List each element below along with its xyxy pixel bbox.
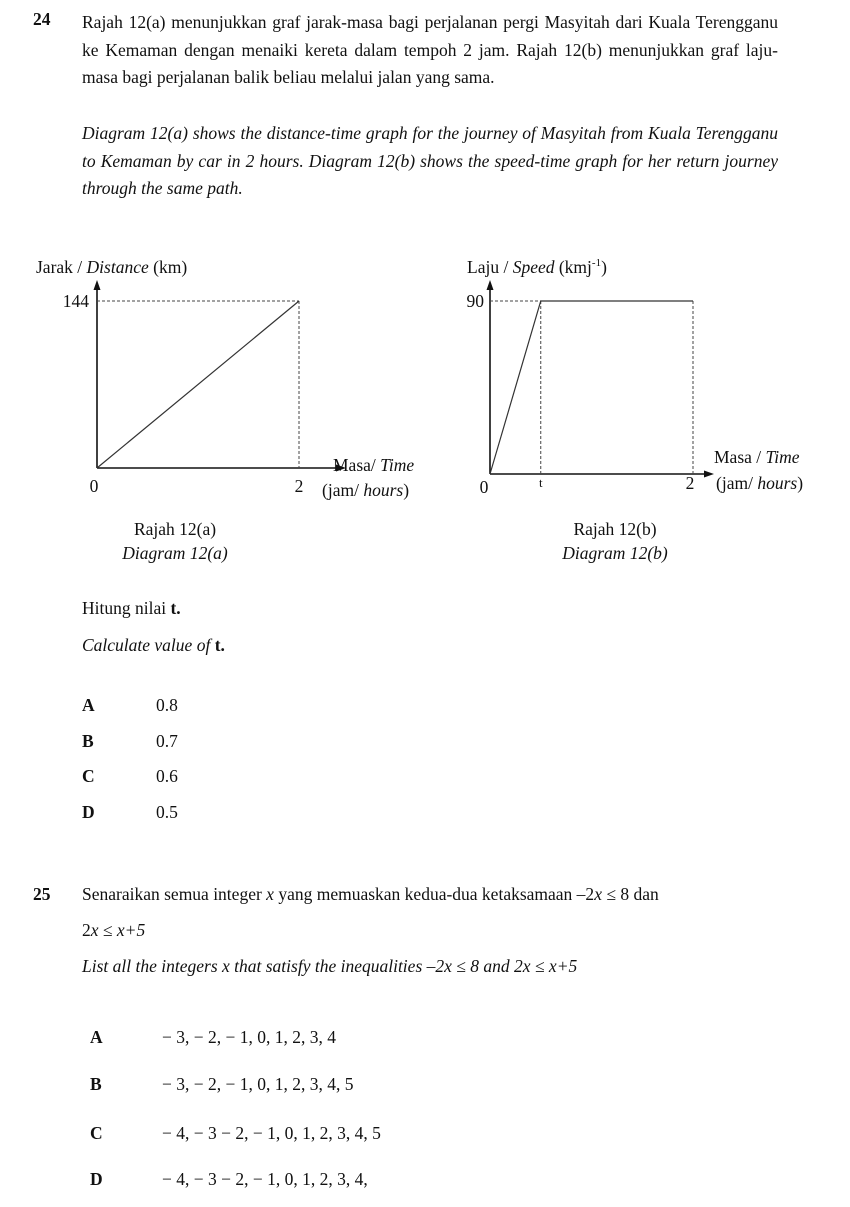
q25-line2-x: x [90, 920, 99, 940]
12a-y-arrowhead [94, 280, 101, 290]
12b-ylabel-unit-sup: -1 [591, 257, 602, 269]
12a-ylabel-malay: Jarak / [36, 257, 87, 277]
diagram-12a [20, 248, 440, 508]
q25-option-c-letter[interactable]: C [90, 1123, 103, 1143]
q24-option-d-value[interactable]: 0.5 [156, 802, 178, 822]
q24-option-a-value[interactable]: 0.8 [156, 695, 178, 715]
q25-option-b-value[interactable]: − 3, − 2, − 1, 0, 1, 2, 3, 4, 5 [162, 1074, 354, 1094]
diagram-12b [450, 248, 830, 508]
q25-var-x: x [266, 884, 274, 904]
question-24-prompt-malay [82, 598, 181, 619]
12a-xlabel-line2 [322, 480, 409, 500]
12b-xlabel-line2 [716, 473, 803, 493]
q25-malay-pre: Senaraikan semua integer [82, 884, 267, 904]
12a-xtick-2: 2 [294, 476, 304, 496]
diagram-12a-caption-malay: Rajah 12(a) [133, 519, 217, 539]
12b-xlabel-english-2: hours [757, 473, 798, 493]
question-25-number: 25 [33, 884, 51, 904]
prompt-malay-var: t. [170, 598, 181, 618]
question-25-malay-line1 [82, 884, 659, 905]
q25-line2-b: x+5 [116, 920, 146, 940]
diagram-12b-caption-malay: Rajah 12(b) [573, 519, 657, 539]
q25-option-a-letter[interactable]: A [90, 1027, 103, 1047]
q24-option-b-value[interactable]: 0.7 [156, 731, 178, 751]
q25-english-x: x [444, 956, 452, 976]
12a-ylabel-unit: (km) [148, 257, 188, 277]
12b-ylabel [467, 257, 607, 277]
question-25-malay-line2 [82, 920, 145, 941]
q25-english-le-2: ≤ [534, 956, 545, 976]
12b-y-arrowhead [487, 280, 494, 290]
q25-english-pre: List all the integers x that satisfy the inequalities –2 [82, 956, 445, 976]
q25-malay-mid: yang memuaskan kedua-dua ketaksamaan –2 [273, 884, 595, 904]
question-24-prompt-english [82, 635, 225, 656]
question-24-number: 24 [33, 9, 51, 29]
12b-xlabel-close: ) [797, 473, 804, 493]
q24-option-c-letter[interactable]: C [82, 766, 95, 786]
q24-option-b-letter[interactable]: B [82, 731, 94, 751]
12b-ytick-90: 90 [466, 291, 484, 311]
12a-xlabel-malay-1: Masa/ [333, 455, 381, 475]
12a-ylabel [36, 257, 187, 277]
q25-option-b-letter[interactable]: B [90, 1074, 102, 1094]
12a-xlabel-english-1: Time [380, 455, 415, 475]
q25-english-x-2: x [522, 956, 531, 976]
q25-option-a-value[interactable]: − 3, − 2, − 1, 0, 1, 2, 3, 4 [162, 1027, 336, 1047]
prompt-malay-text: Hitung nilai [82, 598, 171, 618]
12b-xlabel-malay-1: Masa / [714, 447, 766, 467]
12b-x-arrowhead [704, 471, 714, 478]
diagram-12a-caption-english: Diagram 12(a) [122, 543, 228, 563]
q25-malay-8: 8 dan [615, 884, 659, 904]
question-24-english-text: Diagram 12(a) shows the distance-time graph for the journey of Masyitah from Kuala Terengganu to Kemaman by car in 2 hours. Diagram 12(b) shows the speed-time graph for her return journey through the same path. [82, 123, 778, 198]
q24-option-c-value[interactable]: 0.6 [156, 766, 178, 786]
12b-xlabel-malay-2: (jam/ [716, 473, 758, 493]
12b-xlabel-english-1: Time [765, 447, 800, 467]
q25-var-x-2: x [594, 884, 602, 904]
12b-xlabel-line1 [714, 447, 800, 467]
question-24-malay-text: Rajah 12(a) menunjukkan graf jarak-masa bagi perjalanan pergi Masyitah dari Kuala Terengganu ke Kemaman dengan menaiki kereta dalam tempoh 2 jam. Rajah 12(b) menunjukkan graf laju-masa bagi perjalanan balik beliau melalui jalan yang sama. [82, 12, 778, 87]
prompt-english-text: Calculate value of [82, 635, 215, 655]
12a-xlabel-malay-2: (jam/ [322, 480, 364, 500]
q25-english-mid: 8 and 2 [465, 956, 523, 976]
q25-option-d-value[interactable]: − 4, − 3 − 2, − 1, 0, 1, 2, 3, 4, [162, 1169, 368, 1189]
q25-option-d-letter[interactable]: D [90, 1169, 103, 1189]
12b-ylabel-unit-close: ) [601, 257, 607, 277]
q25-le-2: ≤ [102, 920, 113, 940]
question-25-english [82, 956, 577, 977]
q25-le-1: ≤ [606, 884, 616, 904]
q25-option-c-value[interactable]: − 4, − 3 − 2, − 1, 0, 1, 2, 3, 4, 5 [162, 1123, 381, 1143]
12b-xtick-0: 0 [479, 477, 489, 497]
12a-ylabel-english: Distance [86, 257, 149, 277]
q25-line2-a: 2 [82, 920, 91, 940]
q25-english-rhs: x+5 [548, 956, 578, 976]
12b-ylabel-english: Speed [512, 257, 555, 277]
q25-english-le-1: ≤ [456, 956, 466, 976]
12a-ytick-144: 144 [62, 291, 89, 311]
12b-xtick-t: t [538, 475, 543, 490]
12a-xlabel-line1 [333, 455, 414, 475]
12b-ylabel-malay: Laju / [467, 257, 513, 277]
12a-xtick-0: 0 [89, 476, 99, 496]
12b-speed-line [490, 301, 693, 474]
12b-ylabel-unit-base: (kmj [554, 257, 592, 277]
12b-xtick-2: 2 [685, 473, 695, 493]
q24-option-d-letter[interactable]: D [82, 802, 95, 822]
diagram-12b-caption-english: Diagram 12(b) [562, 543, 668, 563]
12a-xlabel-english-2: hours [363, 480, 404, 500]
12a-xlabel-close: ) [403, 480, 410, 500]
prompt-english-var: t. [214, 635, 225, 655]
12a-distance-line [97, 301, 299, 468]
q24-option-a-letter[interactable]: A [82, 695, 95, 715]
